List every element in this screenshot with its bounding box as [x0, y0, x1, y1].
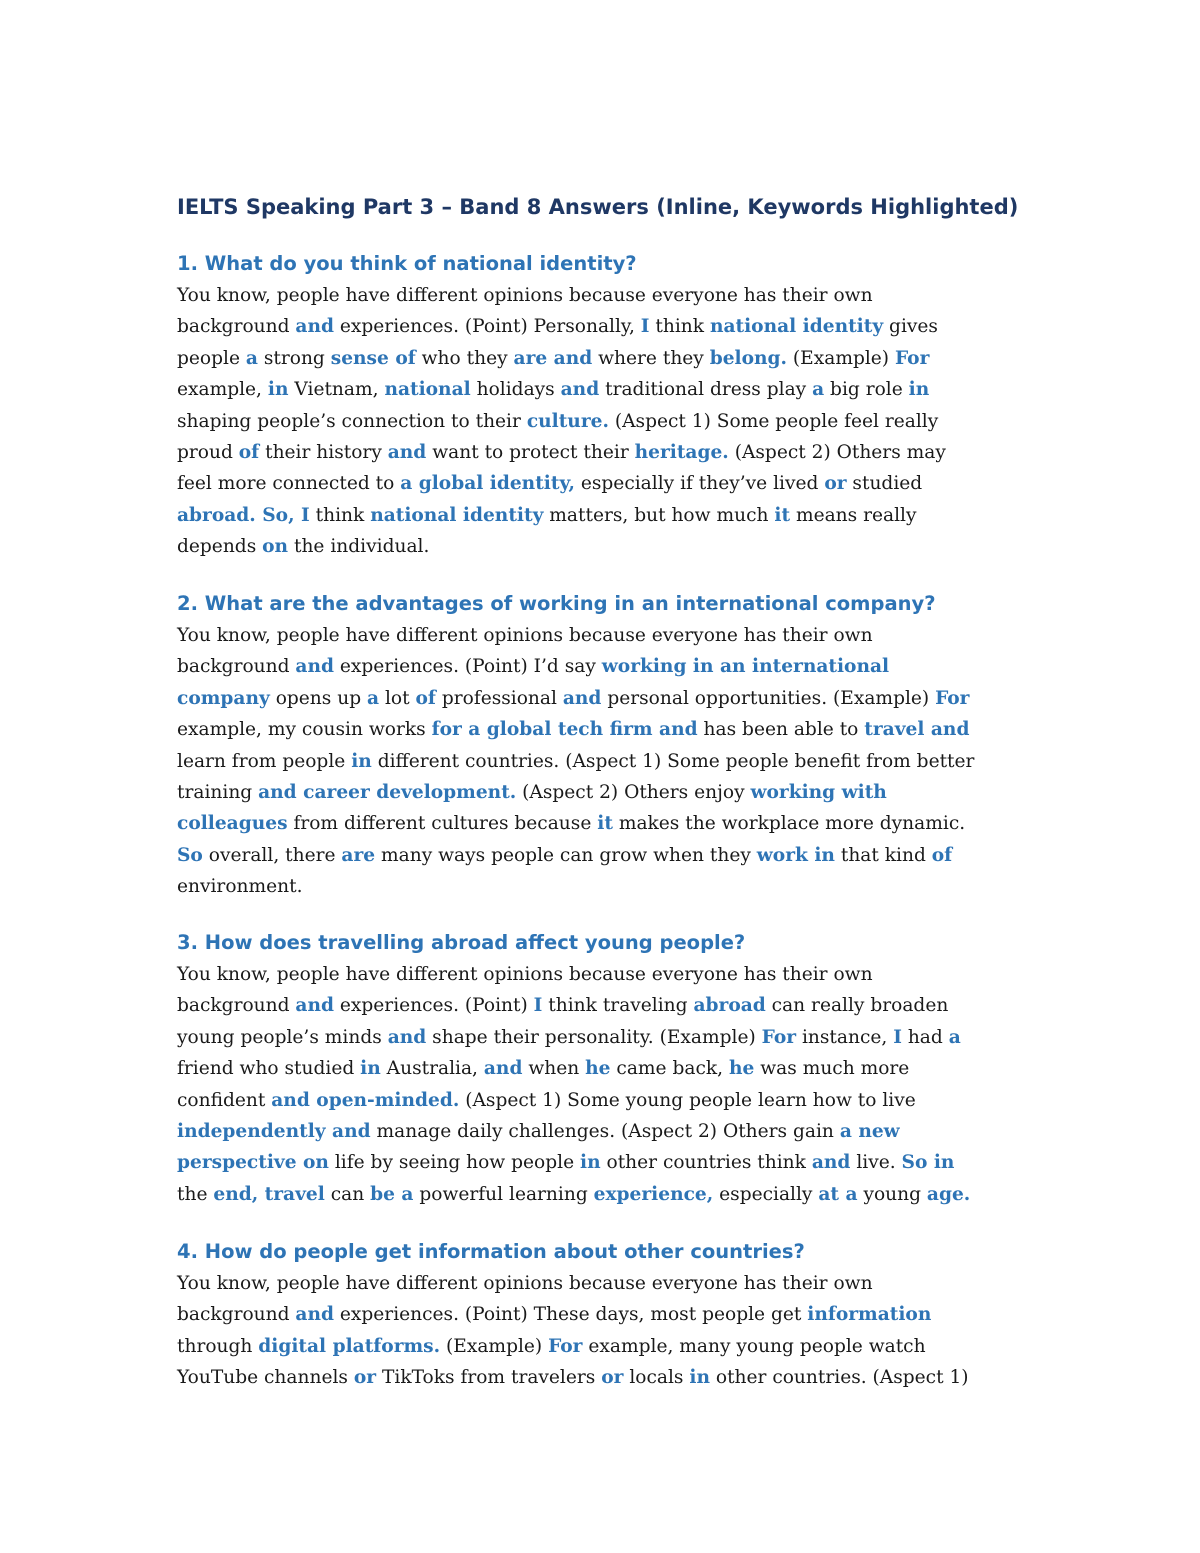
answer-line: [177, 500, 1037, 531]
answer-text: background: [177, 1304, 296, 1326]
answer-text: can really broaden: [765, 995, 949, 1017]
keyword-highlight: I: [533, 995, 543, 1017]
keyword-highlight: or: [824, 473, 847, 495]
answer-line: [177, 651, 1037, 682]
answer-text: Vietnam,: [288, 379, 385, 401]
answer-text: training: [177, 782, 259, 804]
answer-text: through: [177, 1335, 259, 1357]
answer-text: other countries think: [600, 1152, 812, 1174]
keyword-highlight: and: [560, 379, 600, 401]
keyword-highlight: of: [238, 442, 260, 464]
keyword-highlight: and: [387, 442, 427, 464]
answer-line: [177, 1053, 1037, 1084]
keyword-highlight: working in an international: [601, 656, 890, 678]
answer-text: lot: [379, 687, 416, 709]
keyword-highlight: in: [351, 750, 372, 772]
answer-text: want to protect their: [426, 442, 635, 464]
answer-text: people: [177, 347, 246, 369]
keyword-highlight: or: [601, 1367, 624, 1389]
answer-text: personal opportunities. (Example): [601, 687, 936, 709]
answer-paragraph: [177, 1268, 1037, 1394]
answer-text: especially: [713, 1183, 819, 1205]
answer-paragraph: [177, 620, 1037, 903]
keyword-highlight: a new: [839, 1121, 900, 1143]
document-title: IELTS Speaking Part 3 – Band 8 Answers (Inline, Keywords Highlighted): [177, 195, 1019, 219]
answer-text: overall, there: [202, 844, 342, 866]
answer-text: proud: [177, 442, 239, 464]
answer-text: had: [901, 1026, 949, 1048]
keyword-highlight: it: [597, 813, 613, 835]
answer-text: life by seeing how people: [328, 1152, 580, 1174]
keyword-highlight: So: [177, 844, 203, 866]
answer-text: friend who studied: [177, 1058, 361, 1080]
keyword-highlight: he: [585, 1058, 611, 1080]
answer-text: many ways people can grow when they: [375, 844, 757, 866]
answer-line: [177, 1085, 1037, 1116]
keyword-highlight: are and: [513, 347, 593, 369]
answer-text: experiences. (Point): [334, 995, 534, 1017]
answer-text: experiences. (Point) I’d say: [334, 656, 602, 678]
keyword-highlight: work in: [756, 844, 835, 866]
keyword-highlight: I: [640, 316, 650, 338]
keyword-highlight: be a: [370, 1183, 414, 1205]
keyword-highlight: in: [580, 1152, 601, 1174]
answer-text: was much more: [754, 1058, 910, 1080]
answer-line: [177, 777, 1037, 808]
answer-text: shape their personality. (Example): [426, 1026, 762, 1048]
answer-line: [177, 620, 1037, 651]
answer-text: (Example): [787, 347, 895, 369]
answer-text: other countries. (Aspect 1): [709, 1367, 969, 1389]
answer-line: [177, 683, 1037, 714]
answer-line: [177, 343, 1037, 374]
answer-text: gives: [883, 316, 938, 338]
keyword-highlight: company: [177, 687, 270, 709]
keyword-highlight: in: [908, 379, 930, 401]
answer-line: [177, 871, 1037, 902]
answer-text: traditional dress play: [599, 379, 813, 401]
keyword-highlight: a: [245, 347, 258, 369]
answer-text: Australia,: [380, 1058, 484, 1080]
answer-text: TikToks from travelers: [376, 1367, 602, 1389]
keyword-highlight: at a: [818, 1183, 858, 1205]
answer-text: feel more connected to: [177, 473, 401, 495]
keyword-highlight: culture.: [526, 410, 609, 432]
keyword-highlight: and: [483, 1058, 523, 1080]
keyword-highlight: in: [267, 379, 289, 401]
keyword-highlight: abroad: [693, 995, 766, 1017]
answer-line: [177, 714, 1037, 745]
answer-text: experiences. (Point) These days, most people get: [334, 1304, 808, 1326]
answer-text: from different cultures because: [287, 813, 598, 835]
answer-line: [177, 1179, 1037, 1210]
keyword-highlight: I: [893, 1026, 902, 1048]
answer-text: You know, people have different opinions because everyone has their own: [177, 1273, 873, 1294]
answer-text: learn from people: [177, 750, 352, 772]
keyword-highlight: and open-minded.: [271, 1089, 460, 1111]
answer-text: that kind: [834, 844, 932, 866]
keyword-highlight: on: [262, 536, 289, 558]
answer-text: holidays: [470, 379, 561, 401]
keyword-highlight: sense of: [330, 347, 416, 369]
answer-text: studied: [846, 473, 923, 495]
answer-line: [177, 746, 1037, 777]
keyword-highlight: For: [548, 1335, 583, 1357]
answer-line: [177, 1147, 1037, 1178]
answer-text: manage daily challenges. (Aspect 2) Others gain: [370, 1121, 840, 1143]
answer-text: came back,: [610, 1058, 729, 1080]
keyword-highlight: experience,: [593, 1183, 714, 1205]
answer-line: [177, 1022, 1037, 1053]
answer-text: think: [309, 504, 371, 526]
answer-text: different countries. (Aspect 1) Some people benefit from better: [371, 750, 975, 772]
answer-line: [177, 311, 1037, 342]
keyword-highlight: So in: [901, 1152, 955, 1174]
keyword-highlight: it: [774, 504, 791, 526]
question-section-4: [177, 1236, 1037, 1394]
answer-text: big role: [824, 379, 909, 401]
keyword-highlight: colleagues: [177, 813, 288, 835]
answer-paragraph: [177, 959, 1037, 1210]
answer-text: the individual.: [288, 536, 430, 558]
answer-text: young people’s minds: [177, 1026, 388, 1048]
keyword-highlight: a: [367, 687, 380, 709]
keyword-highlight: and: [295, 1304, 334, 1326]
answer-text: has been able to: [697, 719, 865, 741]
answer-text: opens up: [269, 687, 368, 709]
keyword-highlight: for a global tech firm and: [431, 719, 698, 741]
answer-line: [177, 406, 1037, 437]
answer-text: young: [857, 1183, 927, 1205]
keyword-highlight: in: [689, 1367, 710, 1389]
keyword-highlight: he: [728, 1058, 755, 1080]
keyword-highlight: belong.: [709, 347, 788, 369]
keyword-highlight: and: [295, 995, 334, 1017]
keyword-highlight: national identity: [709, 316, 884, 338]
keyword-highlight: For: [935, 687, 970, 709]
answer-line: [177, 840, 1037, 871]
answer-text: You know, people have different opinions because everyone has their own: [177, 285, 873, 306]
keyword-highlight: and: [295, 316, 334, 338]
answer-text: You know, people have different opinions because everyone has their own: [177, 625, 873, 646]
question-heading: 4. How do people get information about other countries?: [177, 1240, 805, 1263]
keyword-highlight: in: [360, 1058, 381, 1080]
keyword-highlight: of: [931, 844, 953, 866]
answer-text: shaping people’s connection to their: [177, 410, 527, 432]
answer-text: example,: [177, 379, 268, 401]
keyword-highlight: are: [341, 844, 376, 866]
answer-text: means really: [790, 504, 917, 526]
keyword-highlight: national identity: [370, 504, 544, 526]
question-heading: 1. What do you think of national identity?: [177, 252, 637, 275]
answer-text: You know, people have different opinions because everyone has their own: [177, 964, 873, 985]
answer-text: where they: [592, 347, 710, 369]
question-heading: 3. How does travelling abroad affect young people?: [177, 931, 746, 954]
answer-text: makes the workplace more dynamic.: [612, 813, 966, 835]
keyword-highlight: heritage.: [634, 442, 729, 464]
answer-text: confident: [177, 1089, 272, 1111]
question-section-3: [177, 927, 1037, 1210]
answer-line: [177, 374, 1037, 405]
keyword-highlight: abroad. So, I: [177, 504, 310, 526]
answer-text: powerful learning: [413, 1183, 594, 1205]
answer-text: experiences. (Point) Personally,: [334, 316, 641, 338]
keyword-highlight: and: [387, 1026, 427, 1048]
answer-text: matters, but how much: [543, 504, 775, 526]
keyword-highlight: For: [761, 1026, 797, 1048]
answer-text: example, many young people watch: [582, 1335, 926, 1357]
keyword-highlight: working with: [750, 782, 887, 804]
answer-text: can: [324, 1183, 371, 1205]
answer-text: instance,: [796, 1026, 894, 1048]
keyword-highlight: and: [295, 656, 334, 678]
answer-text: locals: [623, 1367, 690, 1389]
answer-text: (Aspect 1) Some young people learn how to live: [459, 1089, 916, 1111]
answer-text: the: [177, 1183, 214, 1205]
keyword-highlight: travel and: [864, 719, 970, 741]
answer-text: YouTube channels: [177, 1367, 354, 1389]
answer-text: (Aspect 2) Others enjoy: [516, 782, 751, 804]
answer-line: [177, 531, 1037, 562]
answer-text: (Aspect 2) Others may: [728, 442, 946, 464]
keyword-highlight: age.: [926, 1183, 971, 1205]
answer-line: [177, 468, 1037, 499]
answer-text: depends: [177, 536, 263, 558]
answer-line: [177, 1331, 1037, 1362]
answer-line: [177, 1268, 1037, 1299]
keyword-highlight: or: [353, 1367, 377, 1389]
answer-line: [177, 437, 1037, 468]
answer-text: think: [649, 316, 710, 338]
keyword-highlight: end, travel: [213, 1183, 325, 1205]
answer-text: (Example): [440, 1335, 549, 1357]
answer-text: (Aspect 1) Some people feel really: [608, 410, 939, 432]
answer-text: strong: [257, 347, 331, 369]
answer-paragraph: [177, 280, 1037, 563]
keyword-highlight: and career development.: [258, 782, 517, 804]
answer-text: when: [522, 1058, 586, 1080]
answer-text: professional: [435, 687, 563, 709]
keyword-highlight: a: [948, 1026, 961, 1048]
keyword-highlight: national: [384, 379, 471, 401]
keyword-highlight: of: [415, 687, 436, 709]
answer-text: environment.: [177, 876, 303, 898]
answer-line: [177, 1299, 1037, 1330]
answer-text: their history: [259, 442, 388, 464]
keyword-highlight: perspective on: [177, 1152, 329, 1174]
answer-line: [177, 990, 1037, 1021]
keyword-highlight: a global identity,: [400, 473, 575, 495]
keyword-highlight: and: [811, 1152, 851, 1174]
answer-line: [177, 280, 1037, 311]
answer-text: think traveling: [542, 995, 694, 1017]
answer-line: [177, 959, 1037, 990]
question-section-1: [177, 248, 1037, 563]
answer-text: especially if they’ve lived: [574, 473, 825, 495]
answer-line: [177, 1362, 1037, 1393]
keyword-highlight: digital platforms.: [258, 1335, 441, 1357]
answer-text: background: [177, 656, 296, 678]
question-heading: 2. What are the advantages of working in an international company?: [177, 592, 936, 615]
answer-text: background: [177, 995, 296, 1017]
answer-text: live.: [850, 1152, 902, 1174]
keyword-highlight: a: [812, 379, 825, 401]
answer-line: [177, 808, 1037, 839]
answer-line: [177, 1116, 1037, 1147]
answer-text: example, my cousin works: [177, 719, 432, 741]
keyword-highlight: and: [562, 687, 602, 709]
keyword-highlight: independently and: [177, 1121, 371, 1143]
answer-text: background: [177, 316, 296, 338]
question-section-2: [177, 588, 1037, 903]
answer-text: who they: [415, 347, 514, 369]
keyword-highlight: For: [894, 347, 930, 369]
keyword-highlight: information: [807, 1304, 932, 1326]
